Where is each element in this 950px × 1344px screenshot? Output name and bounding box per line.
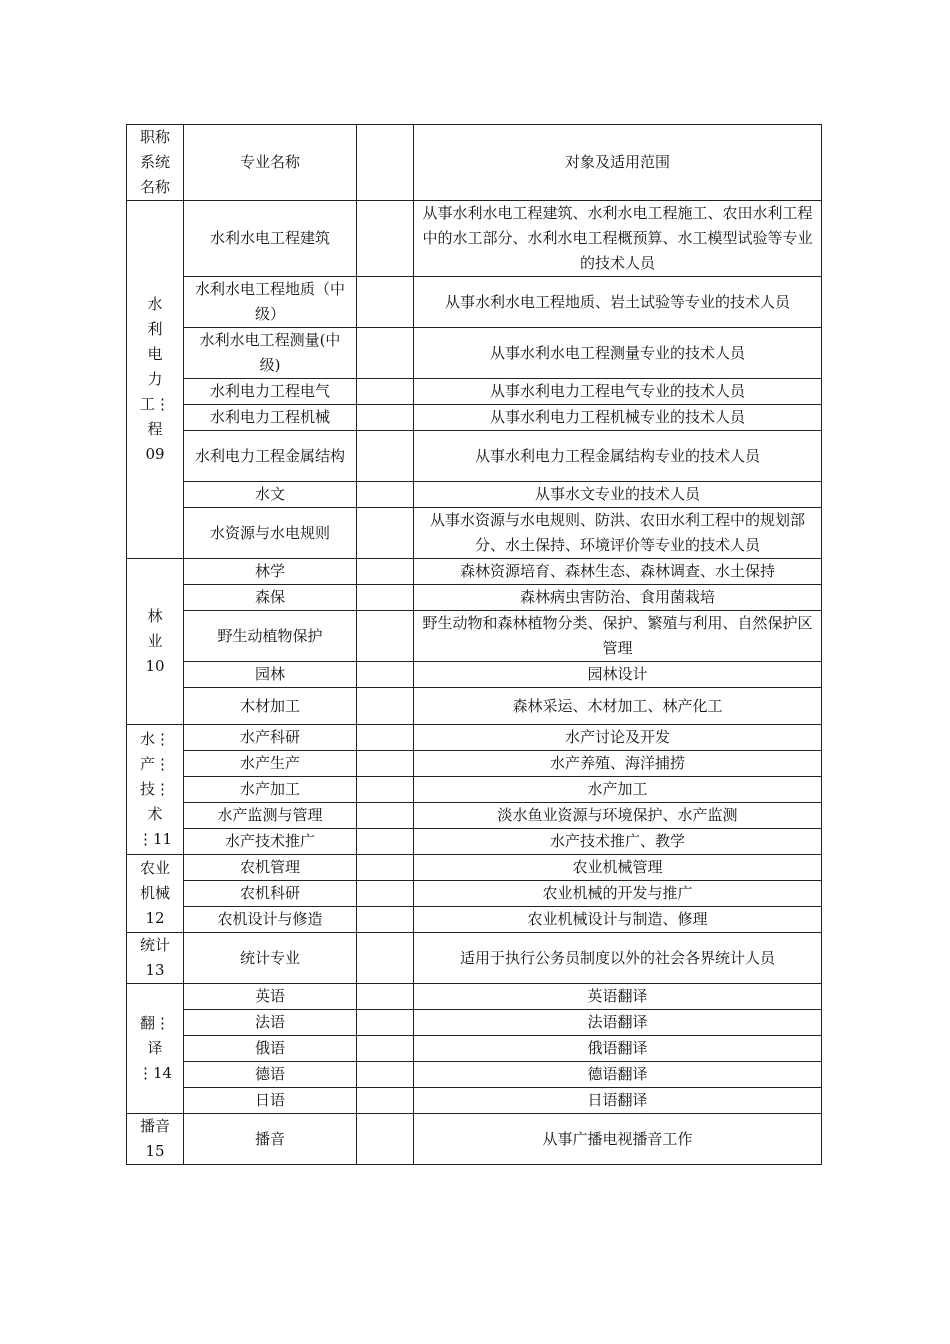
table-row (127, 777, 822, 803)
header-system-name: 职称系统名称 (127, 125, 184, 201)
system-name-line: 水⋮ (139, 730, 170, 748)
scope-cell: 森林病虫害防治、食用菌栽培 (414, 585, 822, 611)
system-name-cell (127, 725, 184, 855)
blank-cell (357, 907, 414, 933)
scope-cell: 英语翻译 (414, 984, 822, 1010)
system-name-line: 译 (147, 1039, 163, 1057)
scope-cell: 水产加工 (414, 777, 822, 803)
scope-cell: 德语翻译 (414, 1062, 822, 1088)
table-row (127, 725, 822, 751)
major-name-cell: 水资源与水电规则 (184, 508, 357, 559)
blank-cell (357, 777, 414, 803)
blank-cell (357, 751, 414, 777)
system-name-cell (127, 855, 184, 933)
system-name-line: 农业 (139, 859, 170, 877)
system-name-line: 产⋮ (139, 755, 170, 773)
major-name-cell: 水产技术推广 (184, 829, 357, 855)
major-name-cell: 水产科研 (184, 725, 357, 751)
scope-cell: 水产讨论及开发 (414, 725, 822, 751)
table-row (127, 881, 822, 907)
table-row (127, 559, 822, 585)
system-name-line: 翻⋮ (139, 1014, 170, 1032)
major-name-cell: 水文 (184, 482, 357, 508)
table-row (127, 829, 822, 855)
major-name-cell: 园林 (184, 662, 357, 688)
scope-cell: 适用于执行公务员制度以外的社会各界统计人员 (414, 933, 822, 984)
system-name-line: 程 (147, 420, 163, 438)
blank-cell (357, 662, 414, 688)
system-name-line: 林 (147, 607, 163, 625)
scope-cell: 从事水利电力工程机械专业的技术人员 (414, 405, 822, 431)
blank-cell (357, 559, 414, 585)
major-name-cell: 农机管理 (184, 855, 357, 881)
scope-cell: 日语翻译 (414, 1088, 822, 1114)
blank-cell (357, 688, 414, 725)
major-name-cell: 水产加工 (184, 777, 357, 803)
blank-cell (357, 1010, 414, 1036)
system-name-line: 力 (147, 370, 163, 388)
table-row (127, 431, 822, 482)
major-name-cell: 木材加工 (184, 688, 357, 725)
table-row (127, 277, 822, 328)
scope-cell: 农业机械管理 (414, 855, 822, 881)
system-name-cell (127, 559, 184, 725)
scope-cell: 从事水利水电工程地质、岩土试验等专业的技术人员 (414, 277, 822, 328)
blank-cell (357, 933, 414, 984)
scope-cell: 从事水利电力工程电气专业的技术人员 (414, 379, 822, 405)
major-name-cell: 播音 (184, 1114, 357, 1165)
table-row (127, 907, 822, 933)
blank-cell (357, 277, 414, 328)
table-row (127, 585, 822, 611)
system-name-cell (127, 201, 184, 559)
scope-cell: 从事水利电力工程金属结构专业的技术人员 (414, 431, 822, 482)
major-name-cell: 水利水电工程地质（中级） (184, 277, 357, 328)
table-row (127, 611, 822, 662)
blank-cell (357, 431, 414, 482)
system-name-line: 技⋮ (139, 780, 170, 798)
table-row (127, 1010, 822, 1036)
table-row (127, 688, 822, 725)
major-name-cell: 野生动植物保护 (184, 611, 357, 662)
table-row (127, 855, 822, 881)
blank-cell (357, 611, 414, 662)
scope-cell: 水产技术推广、教学 (414, 829, 822, 855)
major-name-cell: 德语 (184, 1062, 357, 1088)
system-name-line: 工⋮ (139, 395, 170, 413)
system-name-line: 播音 (139, 1117, 170, 1135)
scope-cell: 从事广播电视播音工作 (414, 1114, 822, 1165)
blank-cell (357, 1036, 414, 1062)
system-name-cell (127, 1114, 184, 1165)
blank-cell (357, 201, 414, 277)
table-row (127, 405, 822, 431)
system-name-cell (127, 984, 184, 1114)
blank-cell (357, 855, 414, 881)
blank-cell (357, 1114, 414, 1165)
major-name-cell: 农机设计与修造 (184, 907, 357, 933)
blank-cell (357, 328, 414, 379)
major-name-cell: 水利电力工程机械 (184, 405, 357, 431)
major-name-cell: 水产监测与管理 (184, 803, 357, 829)
table-row (127, 1062, 822, 1088)
major-name-cell: 水利水电工程测量(中级) (184, 328, 357, 379)
blank-cell (357, 881, 414, 907)
table-row (127, 933, 822, 984)
header-blank (357, 125, 414, 201)
system-name-line: 业 (147, 632, 163, 650)
system-name-cell (127, 933, 184, 984)
table-row (127, 328, 822, 379)
header-scope: 对象及适用范围 (414, 125, 822, 201)
system-name-line: 电 (147, 345, 163, 363)
system-name-line: 机械 (139, 884, 170, 902)
table-row (127, 751, 822, 777)
scope-cell: 农业机械的开发与推广 (414, 881, 822, 907)
table-row (127, 201, 822, 277)
scope-cell: 森林资源培育、森林生态、森林调查、水土保持 (414, 559, 822, 585)
system-name-line: 水 (147, 295, 163, 313)
blank-cell (357, 585, 414, 611)
blank-cell (357, 829, 414, 855)
major-name-cell: 水利电力工程电气 (184, 379, 357, 405)
major-name-cell: 水利电力工程金属结构 (184, 431, 357, 482)
scope-cell: 从事水利水电工程测量专业的技术人员 (414, 328, 822, 379)
blank-cell (357, 1062, 414, 1088)
table-row (127, 1036, 822, 1062)
major-name-cell: 法语 (184, 1010, 357, 1036)
system-name-line: 15 (145, 1142, 165, 1160)
system-name-line: 利 (147, 320, 163, 338)
system-name-line: 09 (145, 445, 165, 463)
blank-cell (357, 379, 414, 405)
major-name-cell: 统计专业 (184, 933, 357, 984)
scope-cell: 俄语翻译 (414, 1036, 822, 1062)
major-name-cell: 农机科研 (184, 881, 357, 907)
scope-cell: 从事水资源与水电规则、防洪、农田水利工程中的规划部分、水土保持、环境评价等专业的技术人员 (414, 508, 822, 559)
scope-cell: 森林采运、木材加工、林产化工 (414, 688, 822, 725)
blank-cell (357, 803, 414, 829)
scope-cell: 农业机械设计与制造、修理 (414, 907, 822, 933)
blank-cell (357, 984, 414, 1010)
major-name-cell: 水利水电工程建筑 (184, 201, 357, 277)
scope-cell: 野生动物和森林植物分类、保护、繁殖与利用、自然保护区管理 (414, 611, 822, 662)
header-major-name: 专业名称 (184, 125, 357, 201)
scope-cell: 淡水鱼业资源与环境保护、水产监测 (414, 803, 822, 829)
major-name-cell: 林学 (184, 559, 357, 585)
system-name-line: 10 (145, 657, 165, 675)
table-row (127, 1114, 822, 1165)
system-name-line: ⋮11 (137, 830, 173, 848)
scope-cell: 法语翻译 (414, 1010, 822, 1036)
professional-title-table (126, 124, 822, 1165)
table-row (127, 803, 822, 829)
system-name-line: ⋮14 (137, 1064, 173, 1082)
major-name-cell: 森保 (184, 585, 357, 611)
system-name-line: 13 (145, 961, 165, 979)
scope-cell: 水产养殖、海洋捕捞 (414, 751, 822, 777)
system-name-line: 统计 (139, 936, 170, 954)
major-name-cell: 英语 (184, 984, 357, 1010)
table-row (127, 1088, 822, 1114)
table-row (127, 984, 822, 1010)
blank-cell (357, 482, 414, 508)
blank-cell (357, 508, 414, 559)
major-name-cell: 水产生产 (184, 751, 357, 777)
header-row (127, 125, 822, 201)
major-name-cell: 俄语 (184, 1036, 357, 1062)
blank-cell (357, 1088, 414, 1114)
blank-cell (357, 725, 414, 751)
table-row (127, 662, 822, 688)
blank-cell (357, 405, 414, 431)
system-name-line: 12 (145, 909, 165, 927)
table-row (127, 379, 822, 405)
scope-cell: 园林设计 (414, 662, 822, 688)
table-row (127, 508, 822, 559)
major-name-cell: 日语 (184, 1088, 357, 1114)
scope-cell: 从事水利水电工程建筑、水利水电工程施工、农田水利工程中的水工部分、水利水电工程概预算、水工模型试验等专业的技术人员 (414, 201, 822, 277)
system-name-line: 术 (147, 805, 163, 823)
table-row (127, 482, 822, 508)
scope-cell: 从事水文专业的技术人员 (414, 482, 822, 508)
